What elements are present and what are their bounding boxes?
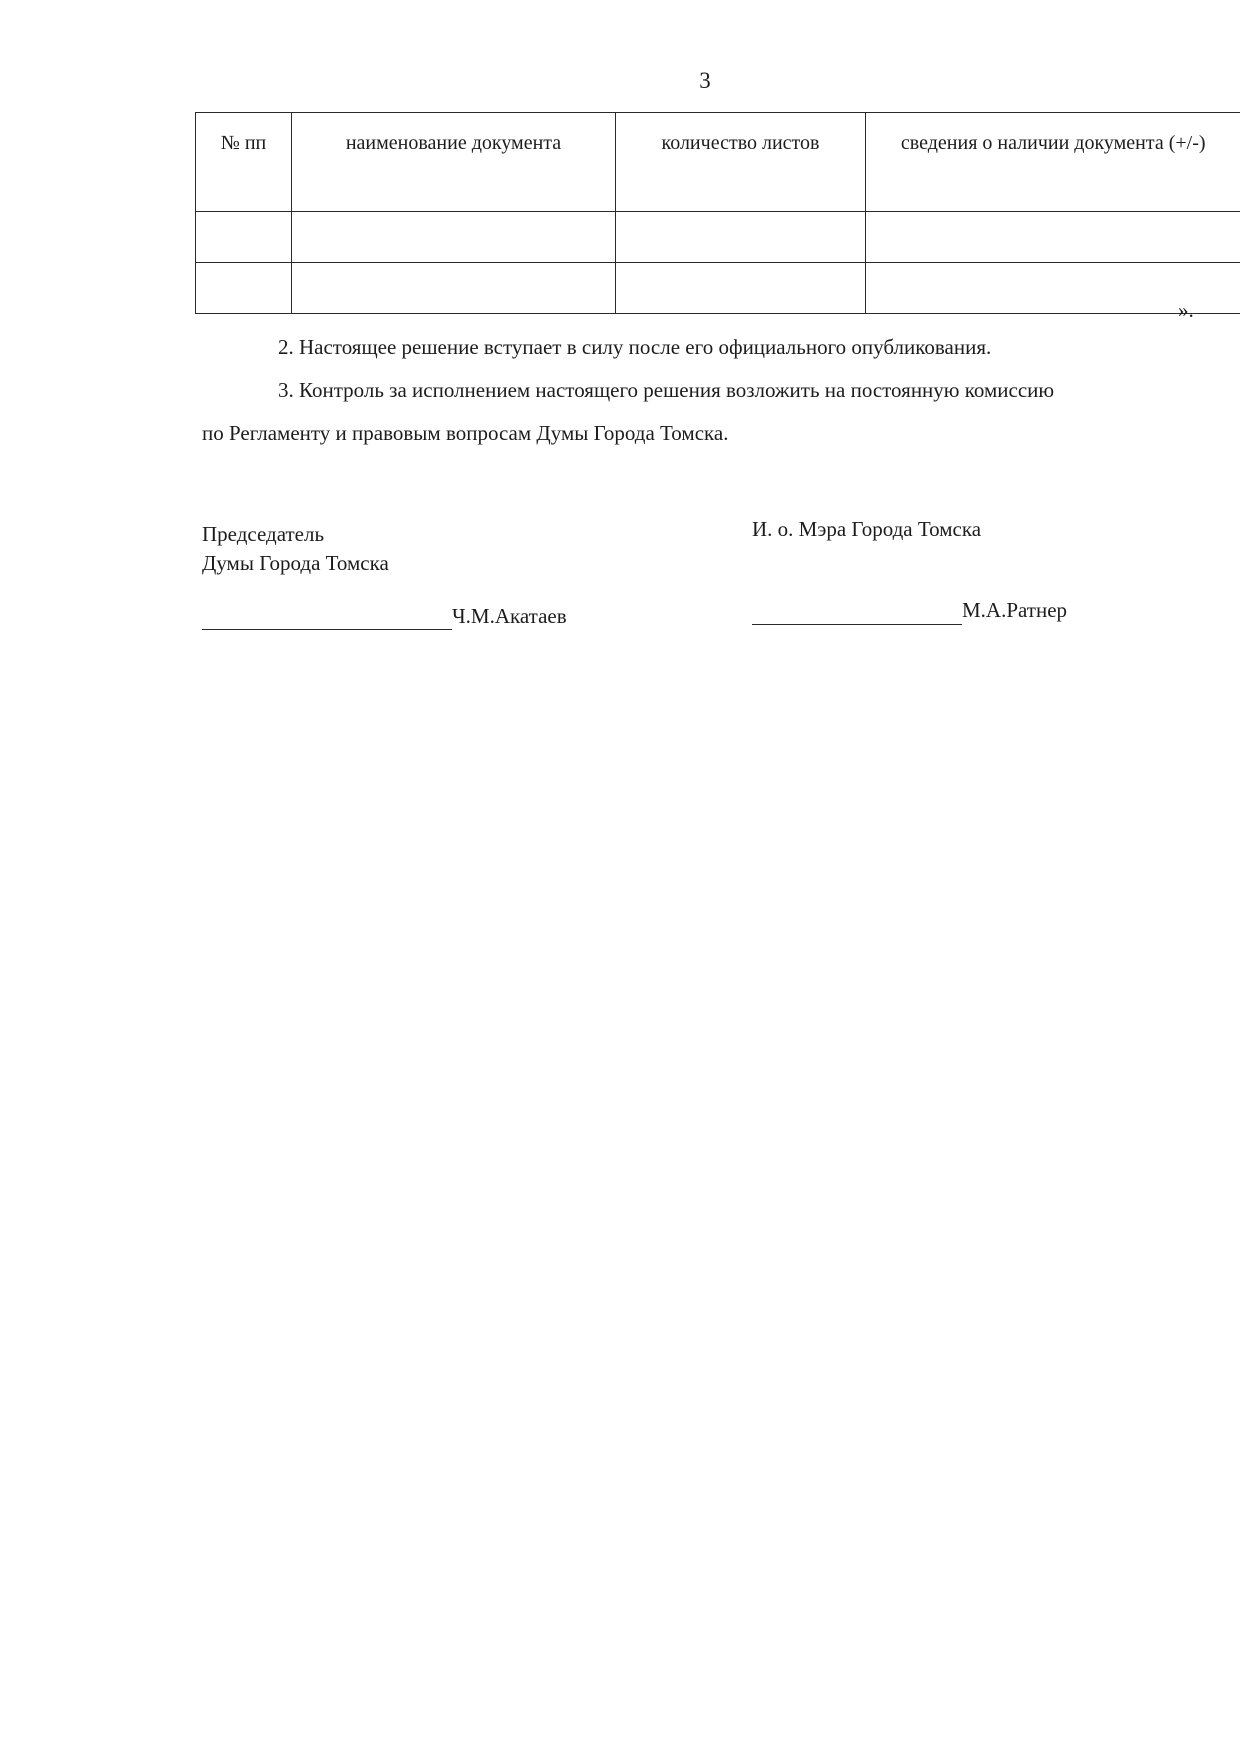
table-cell [292, 263, 616, 314]
right-title-line-1: И. о. Мэра Города Томска [752, 517, 982, 541]
table-row [196, 263, 1240, 314]
table-row [196, 212, 1240, 263]
left-title-line-2: Думы Города Томска [202, 551, 389, 576]
table-cell [616, 212, 866, 263]
left-signatory-name: Ч.М.Акатаев [452, 604, 567, 628]
header-sheet-count: количество листов [616, 113, 866, 212]
header-document-name: наименование документа [292, 113, 616, 212]
paragraph-3-line-2: по Регламенту и правовым вопросам Думы Города Томска. [202, 421, 729, 445]
table-cell [616, 263, 866, 314]
header-number: № пп [196, 113, 292, 212]
right-signature-line [752, 624, 962, 625]
closing-quote: ». [1178, 298, 1194, 322]
paragraph-2: 2. Настоящее решение вступает в силу после его официального опубликования. [278, 335, 992, 359]
page-number: 3 [699, 68, 711, 93]
table-cell [292, 212, 616, 263]
left-title-line-1: Председатель [202, 522, 325, 546]
header-availability: сведения о наличии документа (+/-) [866, 113, 1240, 212]
paragraph-3-line-1: 3. Контроль за исполнением настоящего решения возложить на постоянную комиссию [278, 378, 1055, 402]
right-signatory-title [752, 515, 981, 544]
table-cell [866, 212, 1240, 263]
left-signature-line [202, 629, 452, 630]
table-header-row [196, 113, 1240, 212]
right-signatory-name: М.А.Ратнер [962, 598, 1068, 622]
table-cell [196, 212, 292, 263]
left-signatory-title [202, 520, 389, 579]
documents-table [195, 112, 1240, 314]
table-cell [196, 263, 292, 314]
